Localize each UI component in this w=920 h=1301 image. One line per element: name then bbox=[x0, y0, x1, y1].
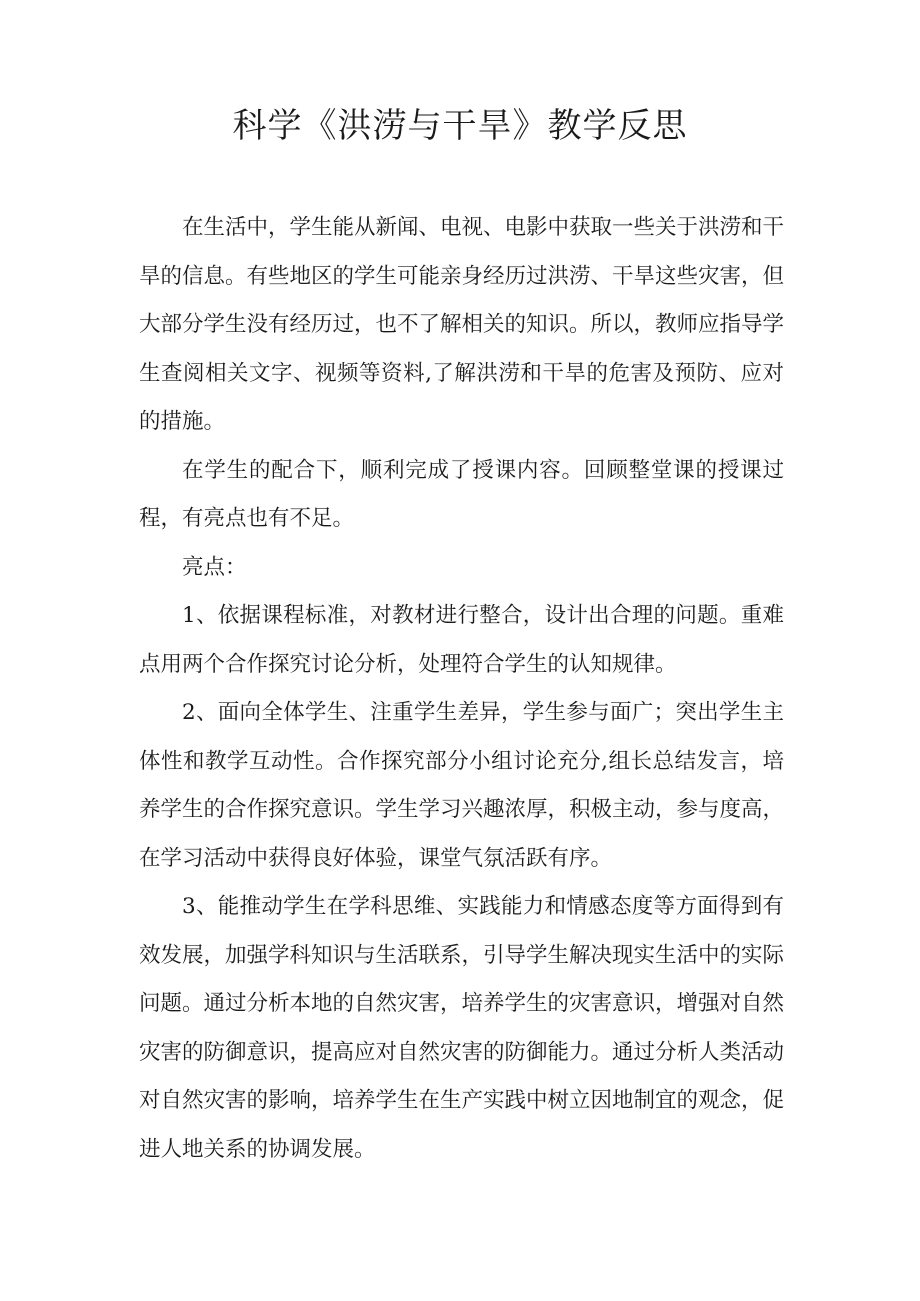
paragraph-highlight-1: 1、依据课程标准，对教材进行整合，设计出合理的问题。重难点用两个合作探究讨论分析，处理符合学生的认知规律。 bbox=[139, 603, 784, 677]
paragraph-highlights-heading: 亮点： bbox=[182, 554, 247, 580]
paragraph-intro: 在生活中，学生能从新闻、电视、电影中获取一些关于洪涝和干旱的信息。有些地区的学生可能亲身经历过洪涝、干旱这些灾害，但大部分学生没有经历过，也不了解相关的知识。所以，教师应指导学生查阅相关文字、视频等资料,了解洪涝和干旱的危害及预防、应对的措施。 bbox=[139, 215, 785, 434]
document-title: 科学《洪涝与干旱》教学反思 bbox=[232, 106, 688, 146]
paragraph-highlight-3: 3、能推动学生在学科思维、实践能力和情感态度等方面得到有效发展，加强学科知识与生活联系，引导学生解决现实生活中的实际问题。通过分析本地的自然灾害，培养学生的灾害意识，增强对自然灾害的防御意识，提高应对自然灾害的防御能力。通过分析人类活动对自然灾害的影响，培养学生在生产实践中树立因地制宜的观念，促进人地关系的协调发展。 bbox=[139, 894, 785, 1162]
paragraph-summary: 在学生的配合下，顺利完成了授课内容。回顾整堂课的授课过程，有亮点也有不足。 bbox=[139, 457, 784, 531]
document-body bbox=[139, 204, 784, 1174]
paragraph-highlight-2: 2、面向全体学生、注重学生差异，学生参与面广；突出学生主体性和教学互动性。合作探究部分小组讨论充分,组长总结发言，培养学生的合作探究意识。学生学习兴趣浓厚，积极主动，参与度高，在学习活动中获得良好体验，课堂气氛活跃有序。 bbox=[139, 700, 785, 871]
